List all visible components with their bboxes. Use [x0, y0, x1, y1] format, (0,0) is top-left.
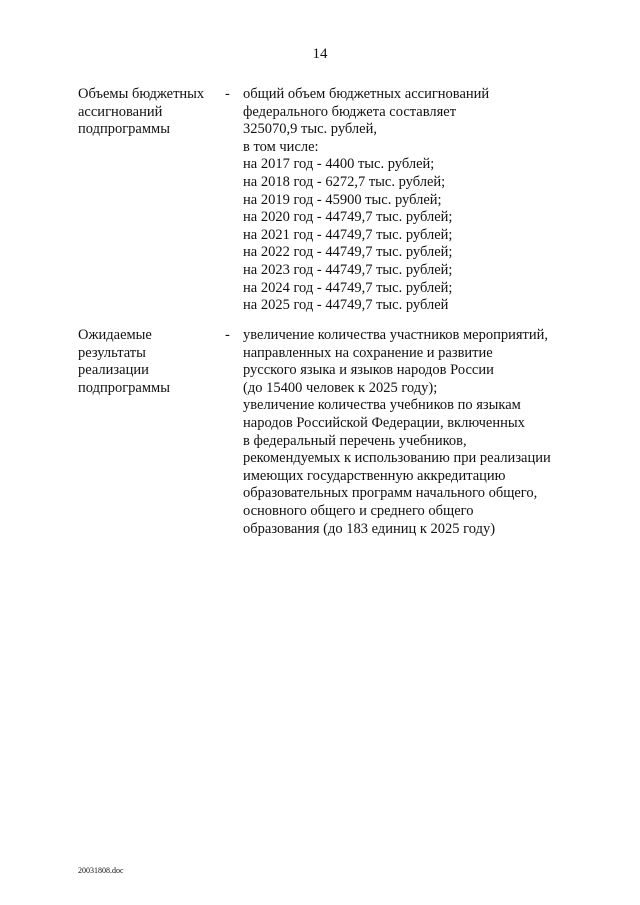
expected-results-content [243, 327, 583, 538]
content-line: на 2020 год - 44749,7 тыс. рублей; [243, 209, 453, 226]
expected-results-label [78, 327, 218, 397]
section-dash: - [225, 86, 230, 102]
content-line: 325070,9 тыс. рублей, [243, 121, 377, 138]
content-line: русского языка и языков народов России [243, 362, 494, 379]
content-line: имеющих государственную аккредитацию [243, 467, 506, 484]
label-line: Объемы бюджетных [78, 86, 205, 102]
label-line: реализации [78, 362, 149, 379]
content-line: на 2019 год - 45900 тыс. рублей; [243, 191, 442, 208]
content-line: в федеральный перечень учебников, [243, 432, 467, 449]
content-line: на 2017 год - 4400 тыс. рублей; [243, 156, 435, 173]
label-line: результаты [78, 344, 146, 361]
content-line: на 2022 год - 44749,7 тыс. рублей; [243, 244, 453, 261]
content-line: основного общего и среднего общего [243, 502, 474, 519]
document-filename: 20031808.doc [78, 866, 124, 875]
content-line: рекомендуемых к использованию при реализации [243, 450, 551, 467]
content-line: образовательных программ начального общего, [243, 485, 538, 502]
content-line: на 2018 год - 6272,7 тыс. рублей; [243, 173, 446, 190]
content-line: увеличение количества участников мероприятий, [243, 327, 549, 343]
content-line: на 2021 год - 44749,7 тыс. рублей; [243, 226, 453, 243]
content-line: в том числе: [243, 138, 319, 155]
budget-section-content [243, 86, 583, 315]
content-line: на 2025 год - 44749,7 тыс. рублей [243, 297, 449, 314]
label-line: подпрограммы [78, 379, 170, 396]
content-line: образования (до 183 единиц к 2025 году) [243, 520, 496, 537]
page-number: 14 [312, 46, 328, 62]
content-line: федерального бюджета составляет [243, 103, 457, 120]
content-line: на 2023 год - 44749,7 тыс. рублей; [243, 261, 453, 278]
section-dash: - [225, 327, 230, 343]
content-line: народов Российской Федерации, включенных [243, 414, 525, 431]
content-line: общий объем бюджетных ассигнований [243, 86, 490, 102]
content-line: увеличение количества учебников по языкам [243, 397, 521, 414]
label-line: подпрограммы [78, 121, 170, 138]
content-line: (до 15400 человек к 2025 году); [243, 379, 438, 396]
budget-section-label [78, 86, 218, 139]
label-line: Ожидаемые [78, 327, 152, 343]
content-line: направленных на сохранение и развитие [243, 344, 493, 361]
content-line: на 2024 год - 44749,7 тыс. рублей; [243, 279, 453, 296]
label-line: ассигнований [78, 103, 163, 120]
